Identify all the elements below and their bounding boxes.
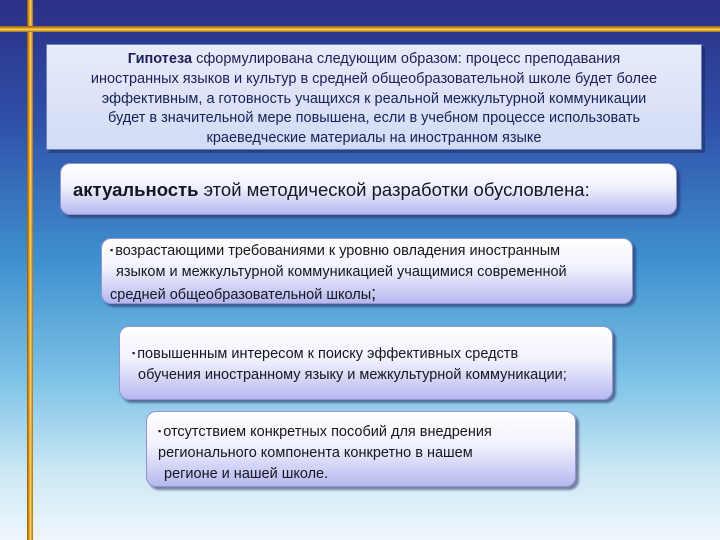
reason-1-line-3-end: ;: [371, 283, 377, 303]
frame-horizontal-line: [0, 26, 720, 32]
relevance-bold: актуальность: [73, 179, 199, 200]
bullet-icon: ▪: [132, 348, 136, 358]
hypothesis-text-2: иностранных языков и культур в средней общеобразовательной школе будет более: [90, 70, 658, 87]
hypothesis-text-4: будет в значительной мере повышена, если в учебном процессе использовать: [107, 110, 641, 127]
reason-1-line-3: средней общеобразовательной школы: [110, 287, 372, 303]
reason-3-line-2: регионального компонента конкретно в нашем: [158, 445, 473, 461]
bullet-icon: ▪: [110, 245, 114, 255]
reason-box-3: [146, 411, 576, 487]
reason-box-1: [101, 238, 633, 304]
reason-1-line-1: возрастающими требованиями к уровню овладения иностранным: [115, 243, 561, 259]
reason-box-2: [119, 326, 613, 400]
reason-3-line-3: регионе и нашей школе.: [164, 466, 329, 482]
bullet-icon: ▪: [158, 426, 162, 436]
relevance-rest: этой методической разработки обусловлена:: [198, 179, 590, 200]
relevance-box: [60, 163, 677, 215]
frame-vertical-line: [27, 0, 33, 540]
reason-3-line-1: отсутствием конкретных пособий для внедрения: [163, 424, 492, 440]
reason-2-line-2: обучения иностранному языку и межкультурной коммуникации;: [138, 367, 567, 383]
hypothesis-lead: Гипотеза: [127, 51, 193, 67]
hypothesis-box: [46, 44, 702, 150]
reason-2-line-1: повышенным интересом к поиску эффективных средств: [137, 346, 519, 362]
hypothesis-text-1: сформулирована следующим образом: процесс преподавания: [192, 51, 621, 67]
hypothesis-text-5: краеведческие материалы на иностранном языке: [206, 130, 542, 147]
hypothesis-text-3: эффективным, а готовность учащихся к реальной межкультурной коммуникации: [101, 90, 647, 107]
reason-1-line-2: языком и межкультурной коммуникацией учащимися современной: [116, 264, 567, 280]
